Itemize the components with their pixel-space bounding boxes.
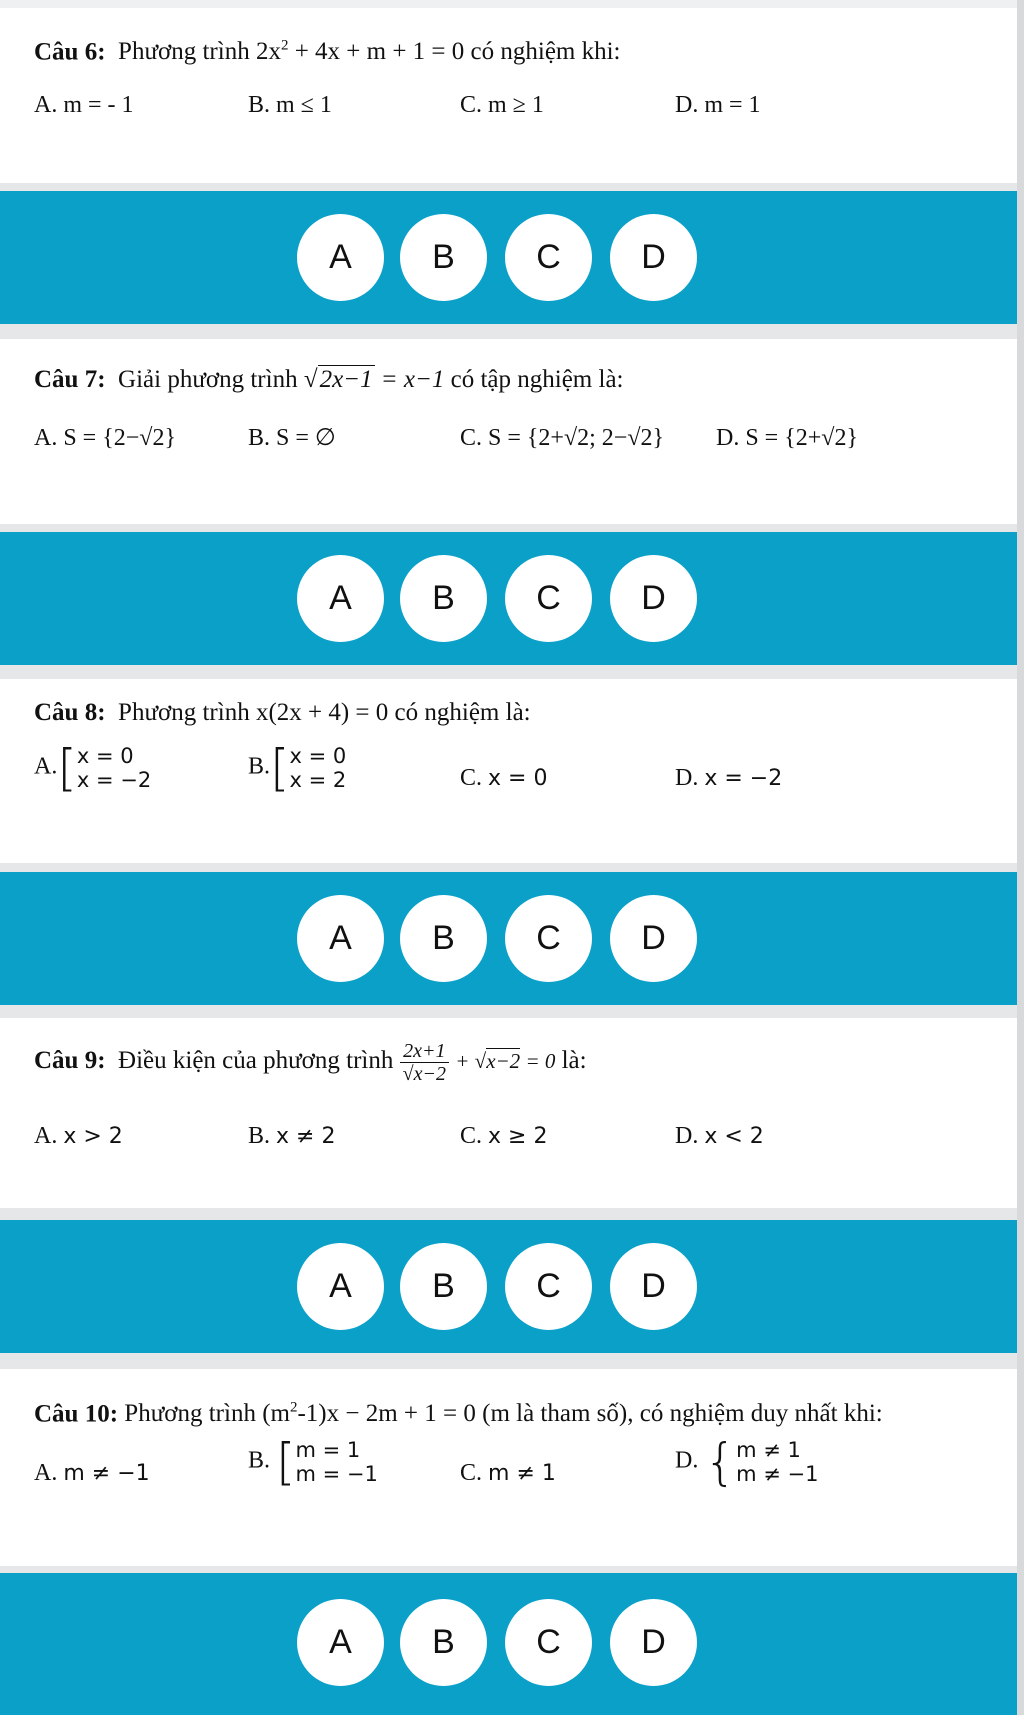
question-6: [0, 8, 1017, 183]
answer-band-6: [0, 191, 1017, 324]
question-7-title: Câu 7: Giải phương trình √2x−1 = x−1 có tập nghiệm là:: [34, 366, 624, 393]
question-8: [0, 679, 1017, 863]
question-6-option-d: D. m = 1: [675, 92, 761, 118]
answer-7-c-button[interactable]: C: [505, 555, 592, 642]
question-6-title: Câu 6: Phương trình $2x^2 + 4x + m + 1 = 0$ có nghiệm khi:: [34, 38, 621, 66]
question-10-label: Câu 10: [34, 1400, 110, 1428]
answer-8-b-button[interactable]: B: [400, 895, 487, 982]
question-10-prompt: Phương trình $(m^2-1)x - 2m + 1 = 0$ (m là tham số), có nghiệm duy nhất khi:: [124, 1400, 883, 1428]
question-8-option-b: B.[x = 0 x = 2: [248, 739, 347, 797]
answer-10-d-button[interactable]: D: [610, 1599, 697, 1686]
question-6-label: Câu 6: [34, 38, 98, 66]
answer-band-7: [0, 532, 1017, 665]
question-9-option-a: A. x > 2: [34, 1123, 123, 1149]
question-7-option-a: A. S = {2−√2}: [34, 425, 176, 451]
question-10-option-a: A. m ≠ −1: [34, 1460, 150, 1486]
question-8-option-d: D. x = −2: [675, 765, 783, 791]
answer-8-a-button[interactable]: A: [297, 895, 384, 982]
answer-8-d-button[interactable]: D: [610, 895, 697, 982]
answer-10-b-button[interactable]: B: [400, 1599, 487, 1686]
question-10: [0, 1369, 1017, 1566]
answer-10-a-button[interactable]: A: [297, 1599, 384, 1686]
question-8-title: Câu 8: Phương trình x(2x + 4) = 0 có nghiệm là:: [34, 699, 531, 726]
question-10-option-c: C. m ≠ 1: [460, 1460, 556, 1486]
question-7-option-b: B. S = ∅: [248, 425, 336, 451]
question-8-label: Câu 8: [34, 699, 98, 726]
answer-band-9: [0, 1220, 1017, 1353]
answer-6-d-button[interactable]: D: [610, 214, 697, 301]
answer-9-a-button[interactable]: A: [297, 1243, 384, 1330]
answer-band-10: [0, 1573, 1017, 1715]
answer-8-c-button[interactable]: C: [505, 895, 592, 982]
answer-9-d-button[interactable]: D: [610, 1243, 697, 1330]
question-6-option-b: B. m ≤ 1: [248, 92, 332, 118]
question-10-option-b: B. [m = 1 m = −1: [248, 1433, 378, 1491]
question-7: [0, 339, 1017, 524]
answer-7-b-button[interactable]: B: [400, 555, 487, 642]
answer-9-c-button[interactable]: C: [505, 1243, 592, 1330]
question-9-label: Câu 9: [34, 1047, 98, 1075]
question-8-option-c: C. x = 0: [460, 765, 548, 791]
question-6-option-c: C. m ≥ 1: [460, 92, 544, 118]
question-10-option-d: D. {m ≠ 1 m ≠ −1: [675, 1433, 819, 1491]
question-9-title: Câu 9: Điều kiện của phương trình $\frac{2x+1}{√x-2}$ + √x−2 = 0 là:: [34, 1040, 587, 1085]
question-9-option-d: D. x < 2: [675, 1123, 764, 1149]
question-8-option-a: A.[x = 0 x = −2: [34, 739, 152, 797]
question-6-prompt: Phương trình $2x^2 + 4x + m + 1 = 0$ có nghiệm khi:: [118, 38, 621, 66]
question-7-label: Câu 7: [34, 366, 98, 393]
top-strip: [0, 0, 1017, 8]
answer-9-b-button[interactable]: B: [400, 1243, 487, 1330]
answer-band-8: [0, 872, 1017, 1005]
question-6-option-a: A. m = - 1: [34, 92, 134, 118]
question-8-prompt: Phương trình x(2x + 4) = 0 có nghiệm là:: [118, 699, 531, 726]
right-edge: [1017, 0, 1024, 1715]
answer-7-d-button[interactable]: D: [610, 555, 697, 642]
answer-6-b-button[interactable]: B: [400, 214, 487, 301]
question-9-prompt: Điều kiện của phương trình $\frac{2x+1}{√x-2}$ + √x−2 = 0 là:: [118, 1040, 587, 1085]
question-7-prompt: Giải phương trình √2x−1 = x−1 có tập nghiệm là:: [118, 366, 624, 393]
question-9-option-c: C. x ≥ 2: [460, 1123, 548, 1149]
question-10-title: Câu 10: Phương trình $(m^2-1)x - 2m + 1 = 0$ (m là tham số), có nghiệm duy nhất khi:: [34, 1400, 883, 1428]
answer-7-a-button[interactable]: A: [297, 555, 384, 642]
question-7-option-d: D. S = {2+√2}: [716, 425, 858, 451]
answer-6-c-button[interactable]: C: [505, 214, 592, 301]
answer-10-c-button[interactable]: C: [505, 1599, 592, 1686]
question-9: [0, 1018, 1017, 1208]
question-7-option-c: C. S = {2+√2; 2−√2}: [460, 425, 665, 451]
answer-6-a-button[interactable]: A: [297, 214, 384, 301]
question-9-option-b: B. x ≠ 2: [248, 1123, 336, 1149]
